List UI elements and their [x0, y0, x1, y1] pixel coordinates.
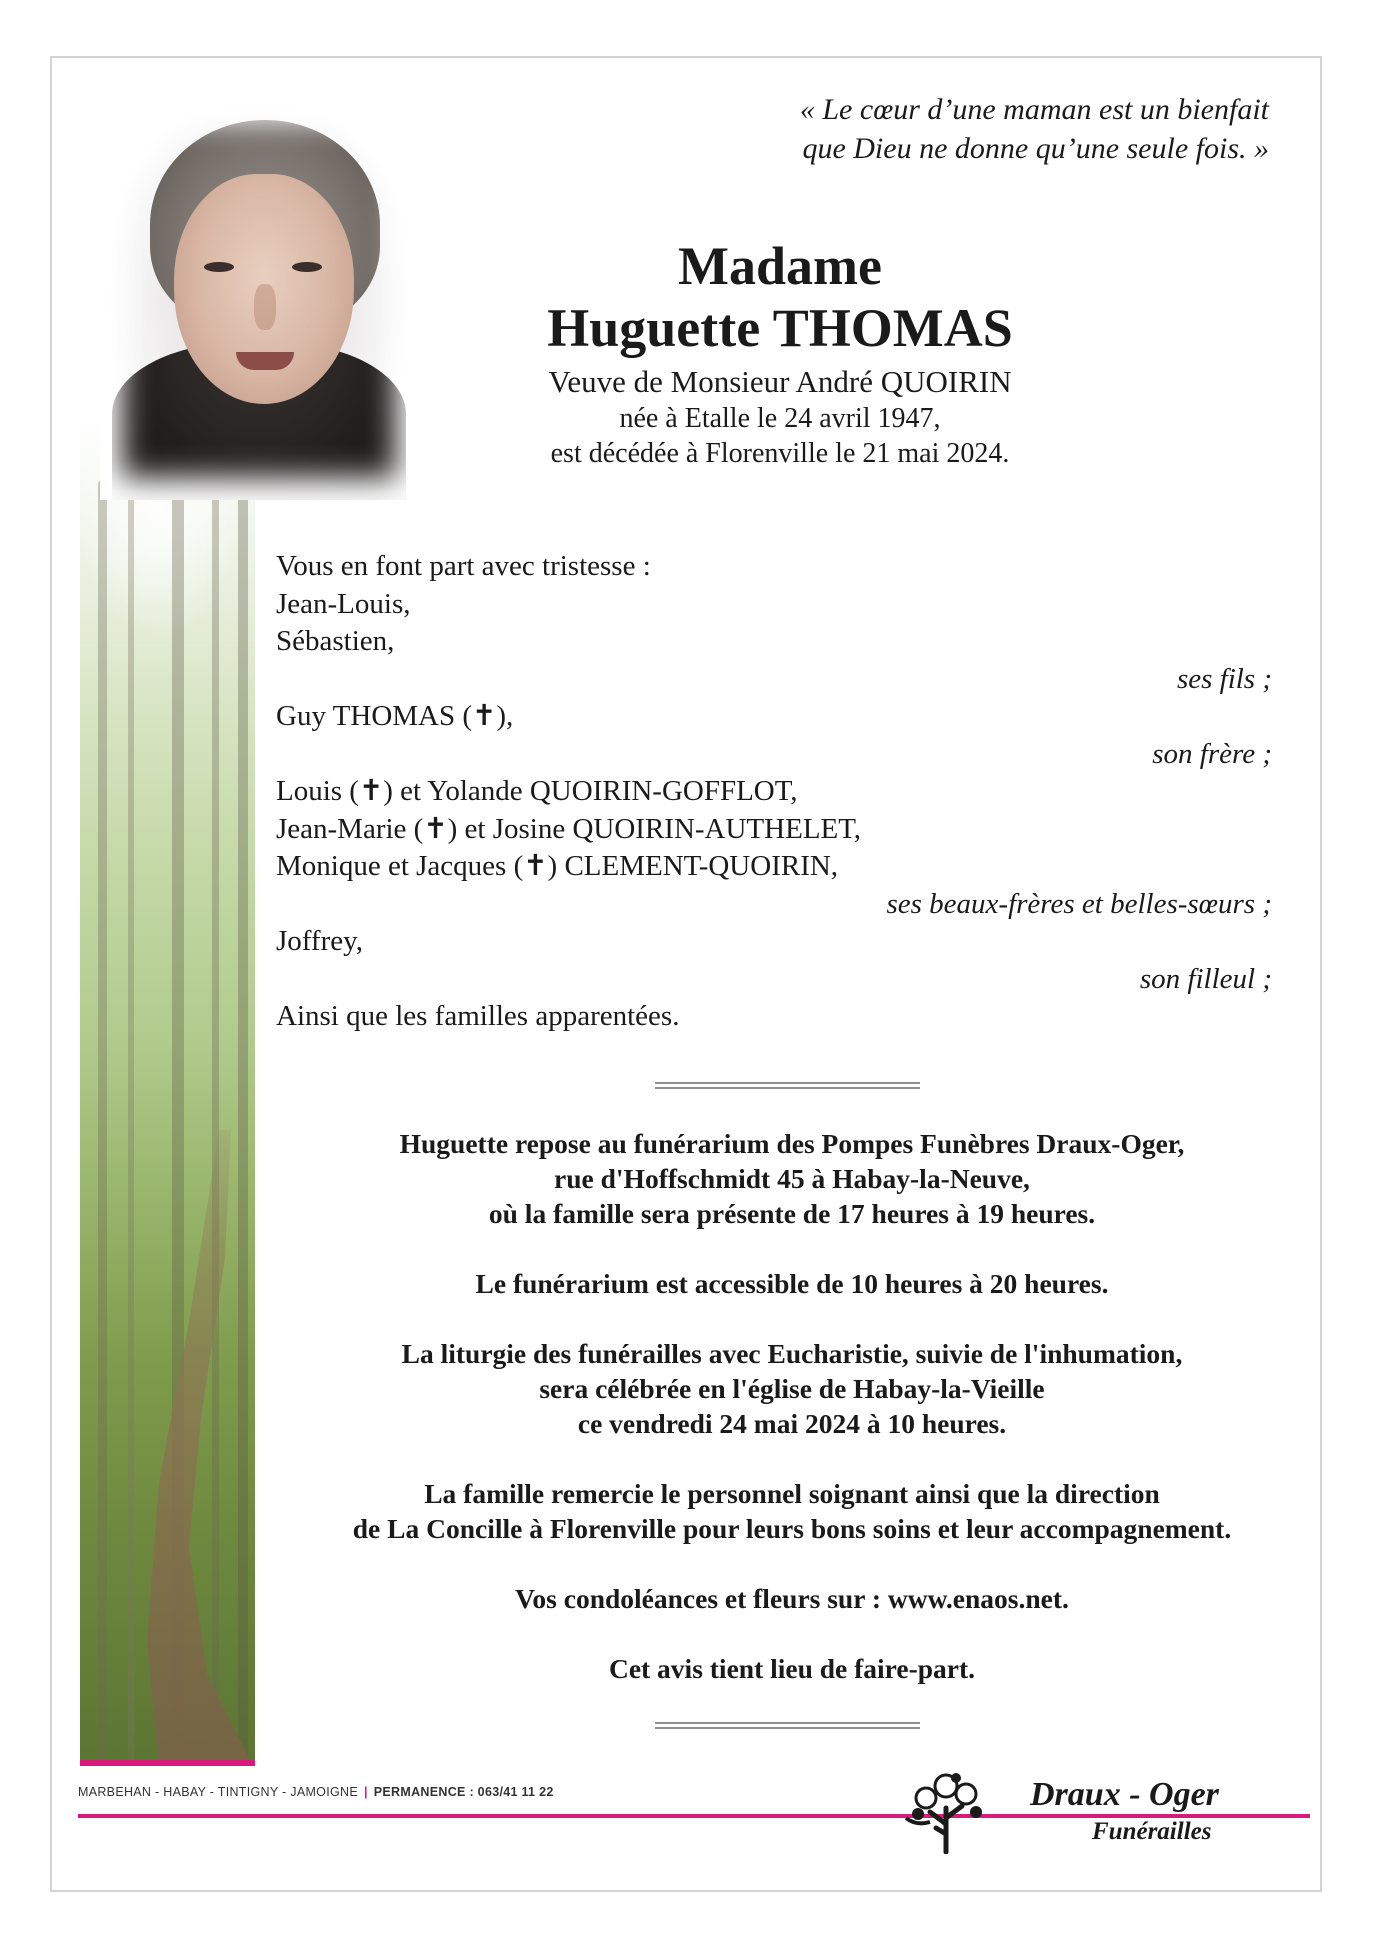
- relation-label: ses fils ;: [1176, 662, 1272, 695]
- family-intro: Vous en font part avec tristesse :: [276, 550, 651, 582]
- faire-part-notice: [276, 1651, 1308, 1686]
- notice-line: de La Concille à Florenville pour leurs bons soins et leur accompagnement.: [352, 1513, 1232, 1544]
- family-announcement: [276, 548, 1292, 1036]
- widow-of: Veuve de Monsieur André QUOIRIN: [548, 364, 1012, 399]
- portrait-photo: [100, 100, 418, 500]
- footer-locations: [78, 1785, 554, 1799]
- death-info: est décédée à Florenville le 21 mai 2024.: [550, 438, 1010, 469]
- birth-info: née à Etalle le 24 avril 1947,: [619, 403, 941, 434]
- footer-separator: |: [363, 1785, 368, 1799]
- condolences-notice: [276, 1581, 1308, 1616]
- repose-notice: [276, 1126, 1308, 1231]
- thanks-notice: [276, 1476, 1308, 1546]
- family-member: Guy THOMAS (✝),: [276, 700, 514, 732]
- family-member: Louis (✝) et Yolande QUOIRIN-GOFFLOT,: [276, 775, 798, 807]
- deceased-header: [430, 235, 1130, 471]
- notice-line: Cet avis tient lieu de faire-part.: [608, 1653, 976, 1684]
- relation-label: son filleul ;: [1139, 962, 1272, 995]
- family-member: Joffrey,: [276, 925, 363, 957]
- notice-line: Vos condoléances et fleurs sur : www.enaos.net.: [515, 1583, 1069, 1614]
- notice-line: rue d'Hoffschmidt 45 à Habay-la-Neuve,: [554, 1163, 1030, 1194]
- family-closing: Ainsi que les familles apparentées.: [276, 1000, 680, 1032]
- family-member: Monique et Jacques (✝) CLEMENT-QUOIRIN,: [276, 850, 839, 882]
- notice-line: La famille remercie le personnel soignant ainsi que la direction: [424, 1478, 1160, 1509]
- access-notice: [276, 1266, 1308, 1301]
- honorific: Madame: [678, 236, 882, 296]
- notice-line: La liturgie des funérailles avec Eucharistie, suivie de l'inhumation,: [401, 1338, 1183, 1369]
- tree-logo-icon: [896, 1768, 996, 1854]
- brand-subtitle: Funérailles: [1084, 1818, 1219, 1846]
- funeral-notices: [276, 1126, 1308, 1721]
- separator-bottom: [655, 1722, 920, 1729]
- separator-top: [655, 1082, 920, 1089]
- locations-text: MARBEHAN - HABAY - TINTIGNY - JAMOIGNE: [78, 1785, 358, 1799]
- family-member: Jean-Marie (✝) et Josine QUOIRIN-AUTHELET,: [276, 812, 862, 845]
- notice-line: où la famille sera présente de 17 heures à 19 heures.: [488, 1198, 1096, 1229]
- relation-label: ses beaux-frères et belles-sœurs ;: [886, 887, 1272, 920]
- liturgy-notice: [276, 1336, 1308, 1441]
- family-member: Jean-Louis,: [276, 587, 411, 620]
- quote-line-2: que Dieu ne donne qu’une seule fois. »: [802, 132, 1269, 165]
- permanence-phone: PERMANENCE : 063/41 11 22: [373, 1785, 554, 1799]
- forest-path: [135, 1130, 255, 1765]
- quote-line-1: « Le cœur d’une maman est un bienfait: [799, 93, 1269, 126]
- relation-label: son frère ;: [1152, 737, 1272, 770]
- brand-name: Draux - Oger: [1030, 1776, 1219, 1813]
- notice-line: sera célébrée en l'église de Habay-la-Vieille: [539, 1373, 1045, 1404]
- notice-line: Le funérarium est accessible de 10 heures à 20 heures.: [475, 1268, 1109, 1299]
- deceased-name: Huguette THOMAS: [547, 298, 1013, 358]
- memorial-quote: [669, 90, 1269, 168]
- notice-line: ce vendredi 24 mai 2024 à 10 heures.: [577, 1408, 1007, 1439]
- forest-path-image: [80, 420, 255, 1765]
- notice-line: Huguette repose au funérarium des Pompes Funèbres Draux-Oger,: [399, 1128, 1185, 1159]
- forest-accent-bar: [80, 1760, 255, 1766]
- family-member: Sébastien,: [276, 625, 395, 657]
